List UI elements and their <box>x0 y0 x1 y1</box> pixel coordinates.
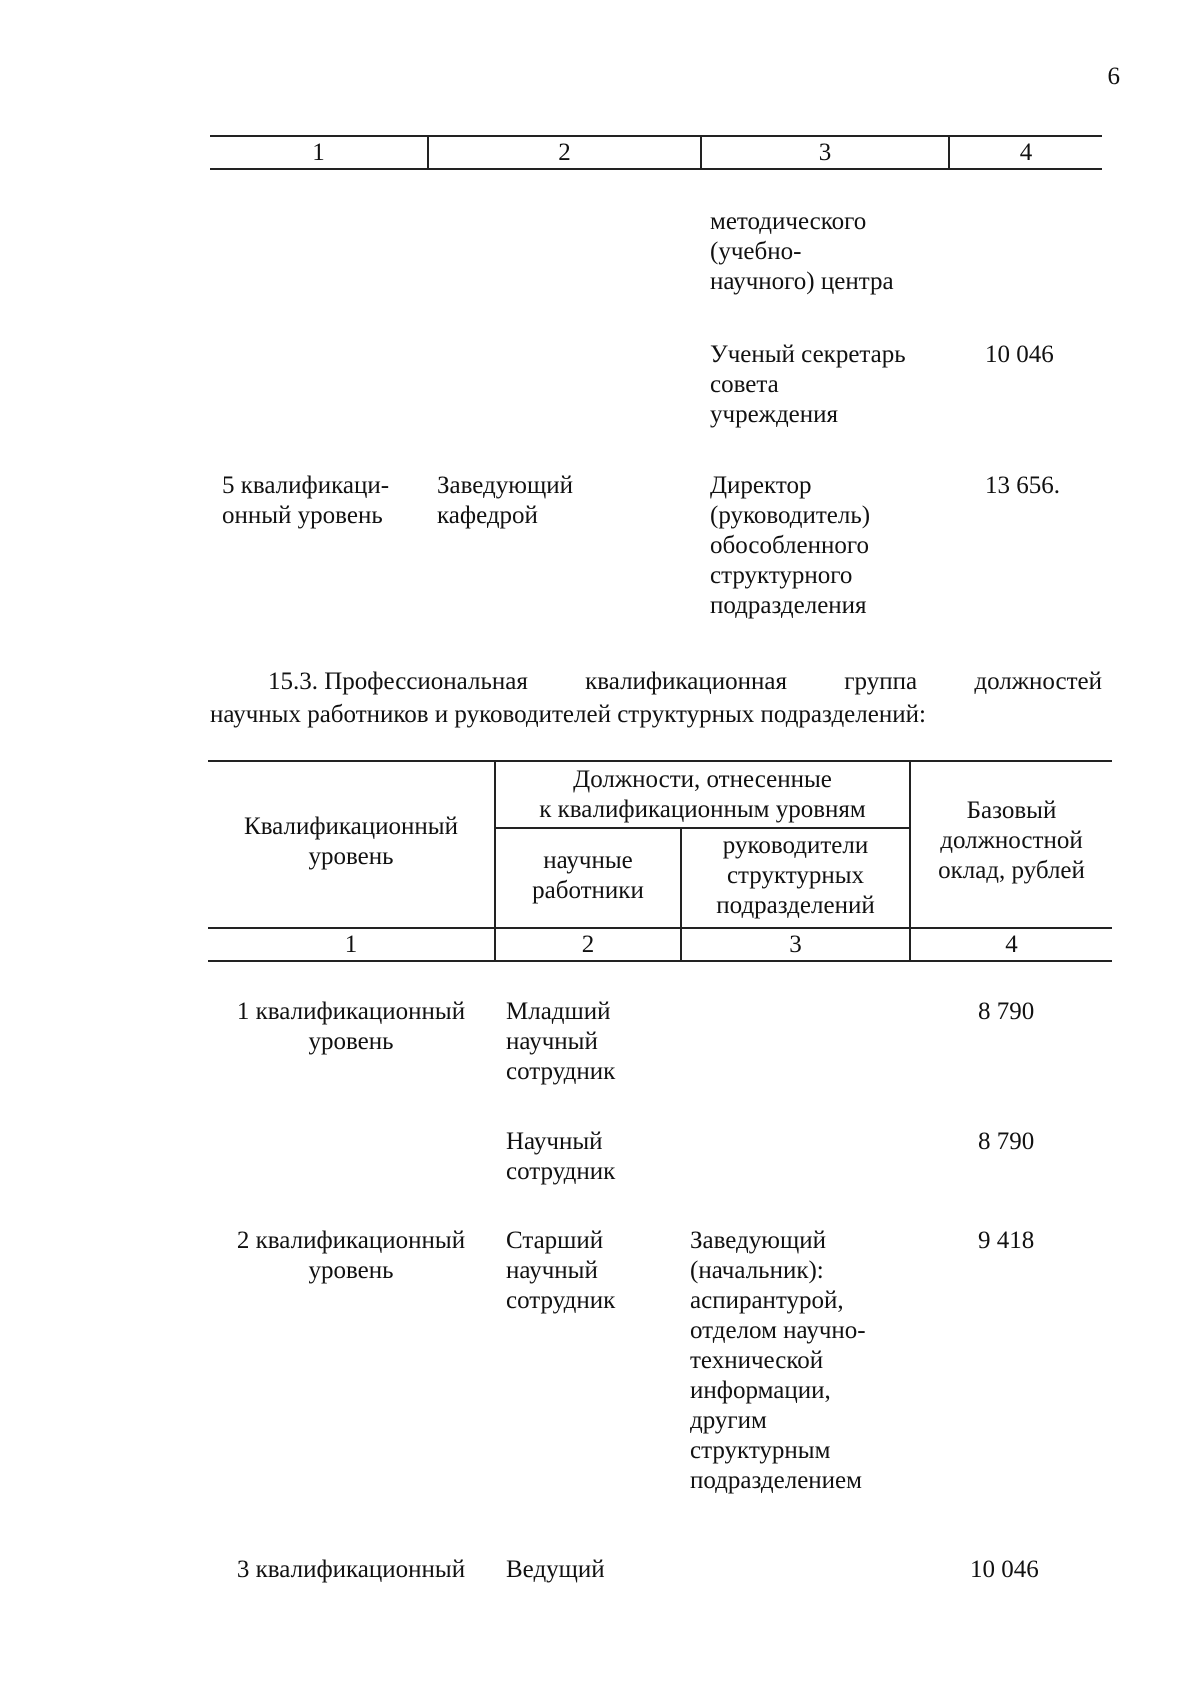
table2-cell-scientists: Ведущий <box>506 1556 605 1583</box>
table1-cell-col2: Заведующий кафедрой <box>437 472 573 529</box>
section-number: 15.3. <box>268 668 318 695</box>
section-heading-line2: научных работников и руководителей структурных подразделений: <box>210 701 926 728</box>
section-heading-word: квалификационная <box>585 668 787 695</box>
table2-cell-level: 2 квалификационный уровень <box>236 1227 466 1284</box>
table2-cell-scientists: Старший научный сотрудник <box>506 1227 616 1314</box>
table1-cell-position: методического (учебно- научного) центра <box>710 208 894 295</box>
section-heading-word: Профессиональная <box>324 668 528 695</box>
table1-header-number: 4 <box>1019 139 1033 166</box>
table1-header-number: 3 <box>818 139 832 166</box>
table1-header-top-rule <box>210 135 1102 137</box>
table1-cell-position: Директор (руководитель) обособленного структурного подразделения <box>710 472 871 619</box>
table2-cell-heads: Заведующий (начальник): аспирантурой, отделом научно- технической информации, другим структурным подразделением <box>690 1227 866 1494</box>
section-number-and-word <box>268 667 528 697</box>
table2-cell-salary: 10 046 <box>970 1556 1039 1583</box>
table1-header-bottom-rule <box>210 168 1102 170</box>
table2-cell-scientists: Младший научный сотрудник <box>506 998 616 1085</box>
table1-header-number: 2 <box>558 139 571 166</box>
table2-header-number: 1 <box>344 931 358 958</box>
table2-cell-salary: 8 790 <box>978 1128 1035 1155</box>
table2-header-level: Квалификационный уровень <box>244 813 458 870</box>
table1-cell-salary: 13 656. <box>985 472 1060 499</box>
table2-cell-scientists: Научный сотрудник <box>506 1128 616 1185</box>
page-number: 6 <box>1107 63 1120 90</box>
table2-cell-salary: 9 418 <box>978 1227 1035 1254</box>
table2-header-number: 4 <box>1005 931 1018 958</box>
table1-header-number: 1 <box>312 139 325 166</box>
table1-cell-position: Ученый секретарь совета учреждения <box>710 341 906 428</box>
table2-top-rule <box>208 760 1112 762</box>
table1-cell-salary: 10 046 <box>985 341 1054 368</box>
section-heading-word: должностей <box>974 668 1102 695</box>
table2-header-number: 3 <box>789 931 802 958</box>
table2-header-salary: Базовый должностной оклад, рублей <box>938 797 1085 884</box>
table2-header-number: 2 <box>581 931 595 958</box>
table2-cell-level: 1 квалификационный уровень <box>236 998 466 1055</box>
section-heading-word: группа <box>844 668 918 695</box>
table2-cell-salary: 8 790 <box>978 998 1035 1025</box>
table2-header-scientists: научные работники <box>532 847 644 904</box>
table2-group-rule <box>496 827 910 829</box>
table1-cell-level: 5 квалификаци- онный уровень <box>222 472 390 529</box>
table2-header-heads: руководители структурных подразделений <box>716 832 875 919</box>
table2-numbers-bottom-rule <box>208 960 1112 962</box>
table2-header-positions-group: Должности, отнесенные к квалификационным уровням <box>539 766 866 823</box>
section-heading-line1 <box>268 667 1102 697</box>
table2-cell-level: 3 квалификационный <box>236 1556 466 1583</box>
table2-header-bottom-rule <box>208 927 1112 929</box>
